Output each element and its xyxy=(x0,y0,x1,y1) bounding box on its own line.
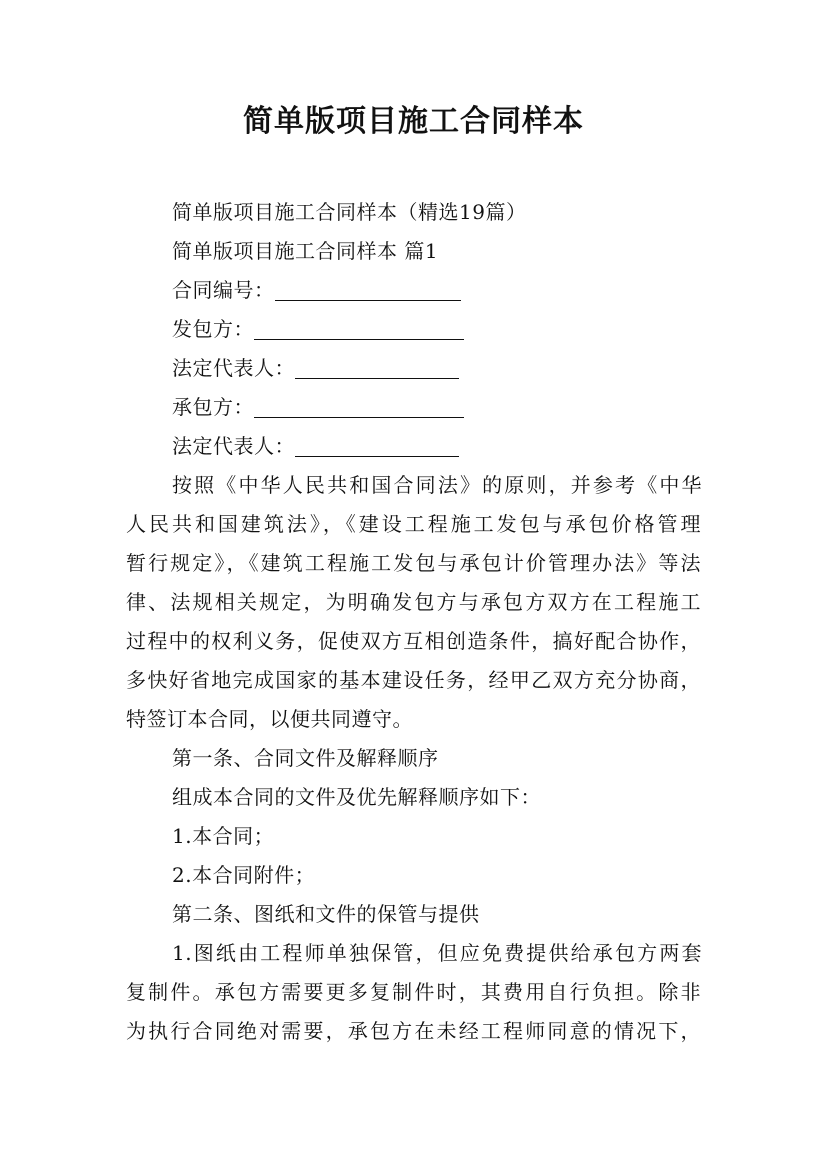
employer-representative-blank xyxy=(295,356,459,379)
article-1-item: 2.本合同附件； xyxy=(172,863,316,887)
contract-number-field xyxy=(172,275,461,305)
employer-field xyxy=(172,314,464,344)
employer-representative-field xyxy=(172,353,459,383)
employer-blank xyxy=(254,317,464,340)
contractor-blank xyxy=(254,395,464,418)
preamble-line: 暂行规定》，《建筑工程施工发包与承包计价管理办法》等法 xyxy=(126,551,701,575)
preamble-line: 按照《中华人民共和国合同法》的原则，并参考《中华 xyxy=(172,473,702,497)
preamble-line: 多快好省地完成国家的基本建设任务，经甲乙双方充分协商， xyxy=(126,668,701,692)
preamble-line: 人民共和国建筑法》，《建设工程施工发包与承包价格管理 xyxy=(126,512,701,536)
article-2-heading: 第二条、图纸和文件的保管与提供 xyxy=(172,902,480,926)
contractor-label: 承包方： xyxy=(172,395,254,419)
document-subtitle: 简单版项目施工合同样本（精选19篇） xyxy=(172,200,527,224)
article-1-intro: 组成本合同的文件及优先解释顺序如下： xyxy=(172,785,541,809)
contract-number-blank xyxy=(275,278,461,301)
document-title: 简单版项目施工合同样本 xyxy=(243,104,584,139)
article-1-item: 1.本合同； xyxy=(172,824,275,848)
employer-representative-label: 法定代表人： xyxy=(172,356,295,380)
article-1-heading: 第一条、合同文件及解释顺序 xyxy=(172,746,439,770)
contractor-field xyxy=(172,392,464,422)
preamble-line: 特签订本合同，以便共同遵守。 xyxy=(126,707,413,731)
contract-number-label: 合同编号： xyxy=(172,278,275,302)
contractor-representative-blank xyxy=(295,434,459,457)
employer-label: 发包方： xyxy=(172,317,254,341)
preamble-line: 律、法规相关规定，为明确发包方与承包方双方在工程施工 xyxy=(126,590,701,614)
article-2-line: 1.图纸由工程师单独保管，但应免费提供给承包方两套 xyxy=(172,941,702,965)
article-2-line: 复制件。承包方需要更多复制件时，其费用自行负担。除非 xyxy=(126,980,701,1004)
preamble-line: 过程中的权利义务，促使双方互相创造条件，搞好配合协作， xyxy=(126,629,701,653)
contractor-representative-field xyxy=(172,431,459,461)
contractor-representative-label: 法定代表人： xyxy=(172,434,295,458)
article-2-line: 为执行合同绝对需要，承包方在未经工程师同意的情况下， xyxy=(126,1019,701,1043)
section-heading: 简单版项目施工合同样本 篇1 xyxy=(172,239,439,263)
